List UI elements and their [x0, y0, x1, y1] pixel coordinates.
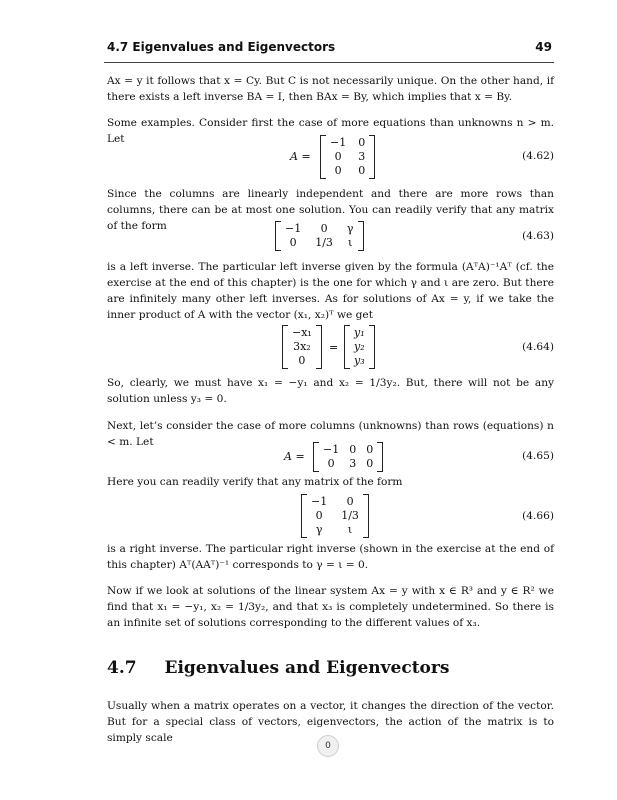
- vector-cell: y₂: [354, 340, 365, 353]
- header-section: 4.7 Eigenvalues and Eigenvectors: [107, 40, 336, 54]
- equation-4-65: [107, 442, 554, 474]
- matrix-cell: 0: [358, 164, 366, 177]
- equation-number: (4.65): [522, 450, 554, 462]
- header-rule: [104, 62, 554, 63]
- vector-cell: 3x₂: [293, 340, 311, 353]
- equation-number: (4.62): [522, 150, 554, 162]
- matrix-cell: −1: [323, 443, 340, 456]
- matrix-cell: ι: [348, 236, 353, 249]
- matrix-cell: −1: [311, 495, 328, 508]
- matrix-cell: 0: [349, 443, 357, 456]
- header-page-number: 49: [535, 40, 552, 54]
- section-number: 4.7: [107, 658, 137, 678]
- matrix-cell: γ: [315, 523, 323, 536]
- matrix-cell: 0: [289, 236, 297, 249]
- y-vector: [344, 325, 375, 369]
- paragraph-9: Now if we look at solutions of the linear system Ax = y with x ∈ R³ and y ∈ R² we find that x₁ = −y₁, x₂ = 1/3y₂, and that x₃ is completely undetermined. So there is an infinite set of solutions corresponding to the different values of x₃.: [107, 585, 554, 629]
- matrix-cell: 0: [334, 150, 342, 163]
- matrix-cell: 1/3: [315, 236, 333, 249]
- product-vector: [282, 325, 322, 369]
- matrix-cell: ι: [347, 523, 353, 536]
- matrix-label: A =: [290, 150, 311, 163]
- running-header: [107, 40, 552, 54]
- matrix-cell: 0: [320, 222, 328, 235]
- equation-4-63: [107, 221, 554, 255]
- matrix-cell: γ: [346, 222, 354, 235]
- paragraph-8: is a right inverse. The particular right inverse (shown in the exercise at the end of this chapter) Aᵀ(AAᵀ)⁻¹ corresponds to γ = ι = 0.: [107, 543, 554, 571]
- paragraph-2: Some examples. Consider first the case of more equations than unknowns n > m. Let: [107, 117, 554, 145]
- matrix-cell: 0: [366, 443, 374, 456]
- vector-cell: 0: [298, 354, 306, 367]
- matrix-cell: 0: [346, 495, 354, 508]
- paragraph-10: Usually when a matrix operates on a vector, it changes the direction of the vector. But for a special class of vectors, eigenvectors, the action of the matrix is to simply scale: [107, 700, 554, 744]
- equals-sign: =: [329, 341, 339, 354]
- paragraph-6: Next, let’s consider the case of more columns (unknowns) than rows (equations) n < m. Let: [107, 420, 554, 448]
- left-inverse-matrix: [275, 221, 364, 251]
- equation-number: (4.66): [522, 510, 554, 522]
- equation-4-62: [107, 135, 554, 185]
- matrix-cell: 0: [366, 457, 374, 470]
- matrix-cell: 1/3: [341, 509, 359, 522]
- equation-number: (4.64): [522, 341, 554, 353]
- matrix-cell: 3: [349, 457, 357, 470]
- matrix-A: [320, 135, 375, 179]
- paragraph-1: Ax = y it follows that x = Cy. But C is not necessarily unique. On the other hand, if there exists a left inverse BA = I, then BAx = By, which implies that x = By.: [107, 75, 554, 103]
- equation-4-64: [107, 325, 554, 373]
- vector-cell: y₁: [354, 326, 365, 339]
- matrix-label: A =: [284, 450, 305, 463]
- paragraph-3: Since the columns are linearly independent and there are more rows than columns, there can be at most one solution. You can readily verify that any matrix of the form: [107, 188, 554, 232]
- matrix-cell: 0: [334, 164, 342, 177]
- section-heading: [107, 658, 449, 678]
- vector-cell: y₃: [354, 354, 365, 367]
- matrix-cell: 0: [315, 509, 323, 522]
- right-inverse-matrix: [301, 494, 369, 538]
- equation-4-66: [107, 494, 554, 544]
- matrix-cell: −1: [285, 222, 302, 235]
- paragraph-7: Here you can readily verify that any matrix of the form: [107, 476, 403, 488]
- paragraph-4: is a left inverse. The particular left inverse given by the formula (AᵀA)⁻¹Aᵀ (cf. the exercise at the end of this chapter) is the one for which γ and ι are zero. But there are infinitely many other left inverses. As for solutions of Ax = y, if we take the inner product of A with the vector (x₁, x₂)ᵀ we get: [107, 261, 554, 321]
- matrix-cell: −1: [330, 136, 347, 149]
- vector-cell: −x₁: [292, 326, 312, 339]
- matrix-A: [313, 442, 383, 472]
- equation-number: (4.63): [522, 230, 554, 242]
- page-badge[interactable]: 0: [317, 735, 339, 757]
- matrix-cell: 3: [358, 150, 366, 163]
- section-title: Eigenvalues and Eigenvectors: [164, 658, 450, 678]
- matrix-cell: 0: [327, 457, 335, 470]
- matrix-cell: 0: [358, 136, 366, 149]
- paragraph-5: So, clearly, we must have x₁ = −y₁ and x₂ = 1/3y₂. But, there will not be any solution unless y₃ = 0.: [107, 377, 554, 405]
